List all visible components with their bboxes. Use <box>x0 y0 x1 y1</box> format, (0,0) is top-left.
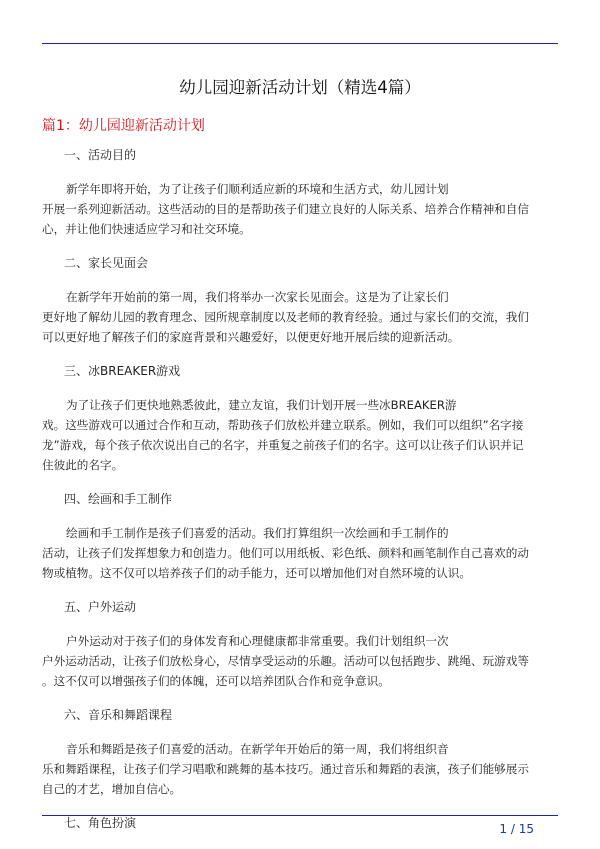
paragraph-line: 自己的才艺，增加自信心。 <box>42 782 182 796</box>
paragraph-line: 更好地了解幼儿园的教育理念、园所规章制度以及老师的教育经验。通过与家长们的交流，我们 <box>42 310 529 324</box>
paragraph-line: 户外运动活动，让孩子们放松身心，尽情享受运动的乐趣。活动可以包括跑步、跳绳、玩游戏等 <box>42 654 529 668</box>
paragraph-line: 绘画和手工制作是孩子们喜爱的活动。我们打算组织一次绘画和手工制作的 <box>66 526 449 540</box>
section-paragraph <box>42 523 558 583</box>
paragraph-line: 戏。这些游戏可以通过合作和互动，帮助孩子们放松并建立联系。例如，我们可以组织”名字接 <box>42 418 524 432</box>
paragraph-line: 在新学年开始前的第一周，我们将举办一次家长见面会。这是为了让家长们 <box>66 290 449 304</box>
paragraph-line: 为了让孩子们更快地熟悉彼此，建立友谊，我们计划开展一些冰BREAKER游 <box>66 398 457 412</box>
paragraph-line: 新学年即将开始，为了让孩子们顺利适应新的环境和生活方式，幼儿园计划 <box>66 182 449 196</box>
section-heading: 一、活动目的 <box>64 148 137 162</box>
article-title: 篇1：幼儿园迎新活动计划 <box>42 118 205 134</box>
header-rule <box>42 43 558 44</box>
paragraph-line: 龙”游戏，每个孩子依次说出自己的名字，并重复之前孩子们的名字。这可以让孩子们认识并记 <box>42 438 524 452</box>
section-paragraph <box>42 631 558 691</box>
section-heading: 四、绘画和手工制作 <box>64 492 173 506</box>
document-title: 幼儿园迎新活动计划（精选4篇） <box>179 78 421 97</box>
footer-rule <box>42 815 558 816</box>
section-paragraph <box>42 179 558 239</box>
paragraph-line: 活动，让孩子们发挥想象力和创造力。他们可以用纸板、彩色纸、颜料和画笔制作自己喜欢的动 <box>42 546 529 560</box>
section-heading: 五、户外运动 <box>64 600 137 614</box>
paragraph-line: 。这不仅可以增强孩子们的体魄，还可以培养团队合作和竞争意识。 <box>42 674 390 688</box>
section-paragraph <box>42 395 558 475</box>
paragraph-line: 物或植物。这不仅可以培养孩子们的动手能力，还可以增加他们对自然环境的认识。 <box>42 566 471 580</box>
paragraph-line: 可以更好地了解孩子们的家庭背景和兴趣爱好，以便更好地开展后续的迎新活动。 <box>42 330 460 344</box>
paragraph-line: 心，并让他们快速适应学习和社交环境。 <box>42 222 251 236</box>
paragraph-line: 开展一系列迎新活动。这些活动的目的是帮助孩子们建立良好的人际关系、培养合作精神和自信 <box>42 202 529 216</box>
section-paragraph <box>42 287 558 347</box>
section-heading: 六、音乐和舞蹈课程 <box>64 708 173 722</box>
paragraph-line: 住彼此的名字。 <box>42 458 124 472</box>
section-heading: 三、冰BREAKER游戏 <box>64 364 181 378</box>
paragraph-line: 音乐和舞蹈是孩子们喜爱的活动。在新学年开始后的第一周，我们将组织音 <box>66 742 449 756</box>
paragraph-line: 户外运动对于孩子们的身体发育和心理健康都非常重要。我们计划组织一次 <box>66 634 449 648</box>
section-heading: 二、家长见面会 <box>64 256 149 270</box>
section-heading: 七、角色扮演 <box>64 816 137 830</box>
document-body <box>42 145 558 847</box>
section-paragraph <box>42 739 558 799</box>
paragraph-line: 乐和舞蹈课程，让孩子们学习唱歌和跳舞的基本技巧。通过音乐和舞蹈的表演，孩子们能够展示 <box>42 762 529 776</box>
page-number: 1 / 15 <box>499 822 534 836</box>
